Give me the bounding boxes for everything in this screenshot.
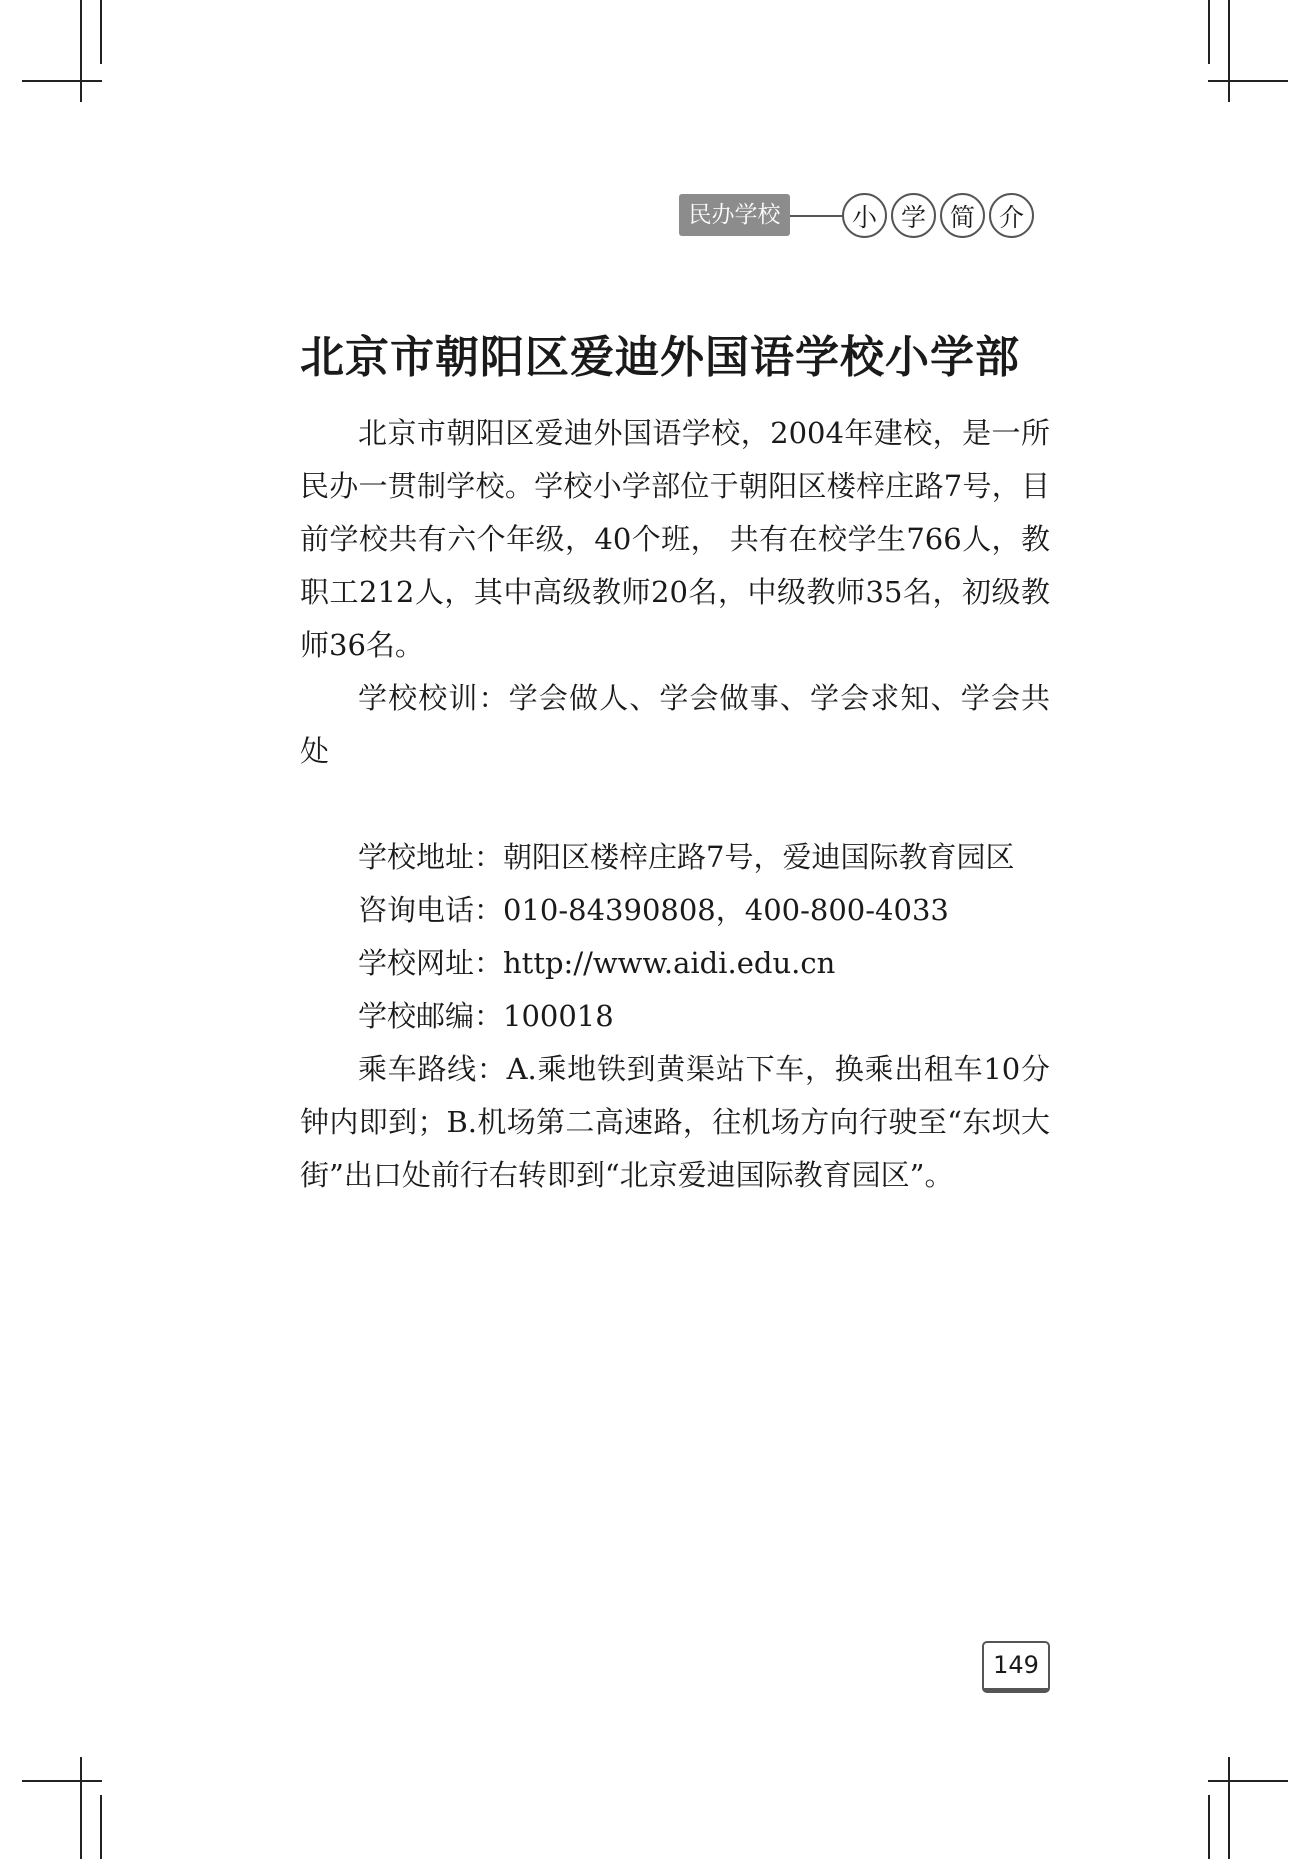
- route-paragraph: 乘车路线：A.乘地铁到黄渠站下车，换乘出租车10分钟内即到；B.机场第二高速路，往机场方向行驶至“东坝大街”出口处前行右转即到“北京爱迪国际教育园区”。: [300, 1052, 1050, 1192]
- intro-paragraph: 北京市朝阳区爱迪外国语学校，2004年建校，是一所民办一贯制学校。学校小学部位于朝阳区楼梓庄路7号，目前学校共有六个年级，40个班， 共有在校学生766人，教职工212人，其中高级教师20名，中级教师35名，初级教师36名。: [300, 416, 1050, 662]
- address-paragraph: 学校地址：朝阳区楼梓庄路7号，爱迪国际教育园区: [358, 840, 1015, 874]
- section-char: 小: [842, 193, 887, 238]
- section-char: 学: [891, 193, 936, 238]
- section-char: 介: [989, 193, 1034, 238]
- page-title: 北京市朝阳区爱迪外国语学校小学部: [300, 332, 1020, 383]
- body-text: [300, 407, 1050, 1202]
- section-char: 简: [940, 193, 985, 238]
- phone-paragraph: 咨询电话：010-84390808，400-800-4033: [358, 893, 949, 927]
- website-paragraph: 学校网址：http://www.aidi.edu.cn: [358, 946, 836, 980]
- paragraph-gap: [300, 778, 1050, 831]
- postcode-paragraph: 学校邮编：100018: [358, 999, 614, 1033]
- header-divider: [790, 215, 842, 217]
- page-number: 149: [982, 1641, 1050, 1693]
- category-tag: 民办学校: [679, 194, 790, 236]
- motto-paragraph: 学校校训：学会做人、学会做事、学会求知、学会共处: [300, 681, 1050, 768]
- section-title-circles: [842, 193, 1034, 238]
